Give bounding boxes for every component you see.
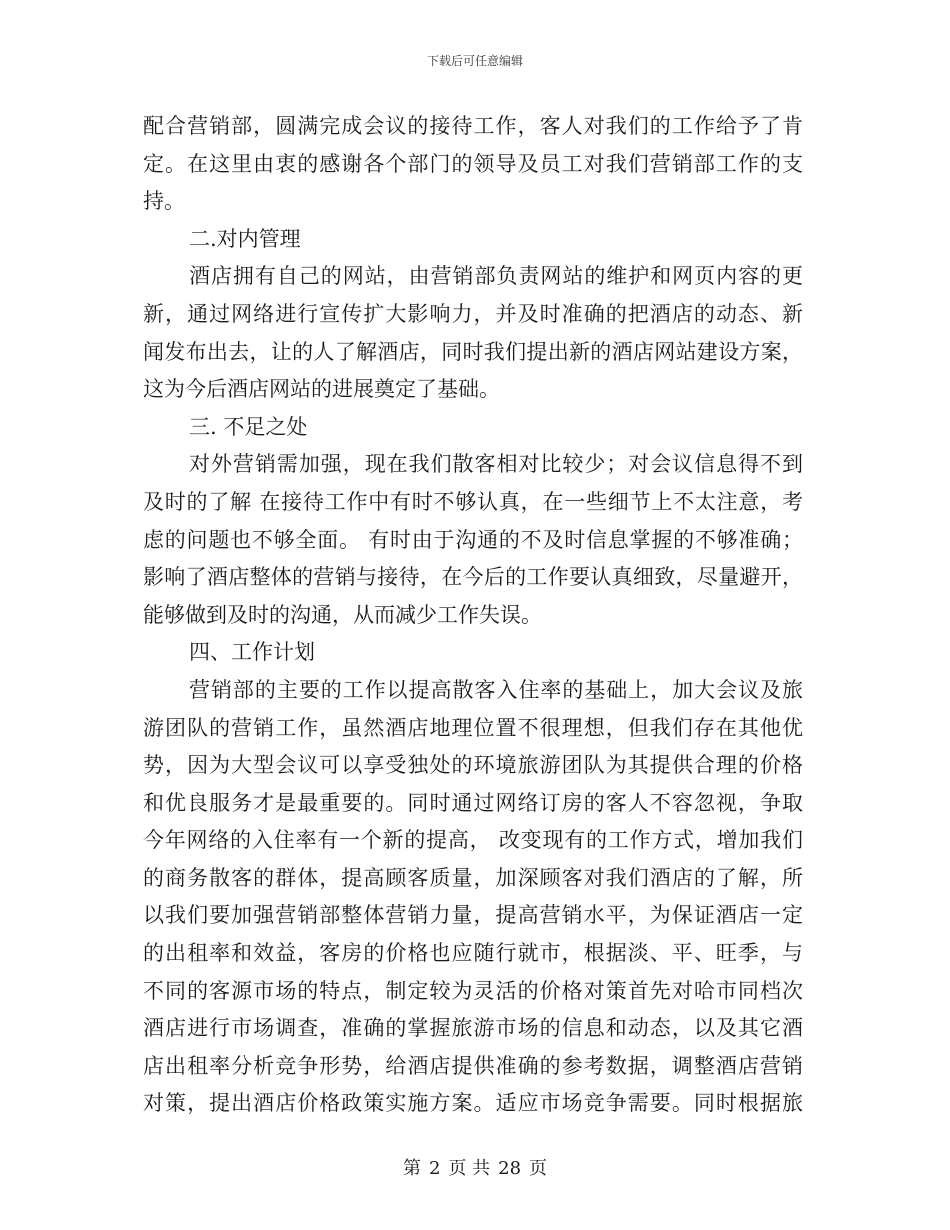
text-line: 能够做到及时的沟通，从而减少工作失误。 — [143, 602, 542, 627]
text-line: 新，通过网络进行宣传扩大影响力，并及时准确的把酒店的动态、新 — [143, 301, 803, 326]
text-line: 影响了酒店整体的营销与接待，在今后的工作要认真细致，尽量避开， — [143, 565, 803, 590]
text-line: 的商务散客的群体，提高顾客质量，加深顾客对我们酒店的了解，所 — [143, 865, 803, 890]
footer-prefix: 第 — [402, 1158, 421, 1179]
section-heading: 三. 不足之处 — [189, 414, 308, 439]
text-line: 持。 — [143, 189, 185, 214]
text-line: 对外营销需加强，现在我们散客相对比较少；对会议信息得不到 — [189, 452, 803, 477]
document-body — [143, 108, 803, 1123]
text-line: 及时的了解 在接待工作中有时不够认真，在一些细节上不太注意，考 — [143, 489, 803, 514]
text-line: 和优良服务才是最重要的。同时通过网络订房的客人不容忽视，争取 — [143, 790, 803, 815]
text-line: 酒店拥有自己的网站，由营销部负责网站的维护和网页内容的更 — [189, 264, 803, 289]
text-line: 配合营销部，圆满完成会议的接待工作，客人对我们的工作给予了肯 — [143, 114, 803, 138]
text-line: 虑的问题也不够全面。 有时由于沟通的不及时信息掌握的不够准确； — [143, 527, 803, 552]
text-line: 势，因为大型会议可以享受独处的环境旅游团队为其提供合理的价格 — [143, 753, 803, 778]
footer-middle: 页 共 — [448, 1158, 491, 1179]
section-heading: 二.对内管理 — [189, 226, 301, 251]
text-line: 对策，提出酒店价格政策实施方案。适应市场竞争需要。同时根据旅 — [143, 1091, 803, 1116]
text-line: 店出租率分析竞争形势，给酒店提供准确的参考数据，调整酒店营销 — [143, 1053, 803, 1078]
text-line: 闻发布出去，让的人了解酒店，同时我们提出新的酒店网站建设方案， — [143, 339, 803, 364]
total-pages-number: 28 — [498, 1158, 522, 1179]
text-line: 这为今后酒店网站的进展奠定了基础。 — [143, 377, 500, 402]
current-page-number: 2 — [428, 1158, 441, 1179]
text-line: 游团队的营销工作，虽然酒店地理位置不很理想，但我们存在其他优 — [143, 715, 803, 740]
text-line: 营销部的主要的工作以提高散客入住率的基础上，加大会议及旅 — [189, 677, 803, 702]
text-line: 的出租率和效益，客房的价格也应随行就市，根据淡、平、旺季，与 — [143, 941, 803, 966]
text-line: 不同的客源市场的特点，制定较为灵活的价格对策首先对哈市同档次 — [143, 978, 803, 1003]
footer-suffix: 页 — [529, 1158, 548, 1179]
section-heading: 四、工作计划 — [189, 640, 315, 665]
page-footer — [0, 1154, 950, 1180]
text-line: 以我们要加强营销部整体营销力量，提高营销水平，为保证酒店一定 — [143, 903, 803, 928]
text-line: 酒店进行市场调查，准确的掌握旅游市场的信息和动态，以及其它酒 — [143, 1016, 803, 1041]
text-line: 今年网络的入住率有一个新的提高， 改变现有的工作方式，增加我们 — [143, 828, 803, 853]
text-line: 定。在这里由衷的感谢各个部门的领导及员工对我们营销部工作的支 — [143, 151, 803, 176]
page-header-note: 下载后可任意编辑 — [426, 54, 523, 68]
